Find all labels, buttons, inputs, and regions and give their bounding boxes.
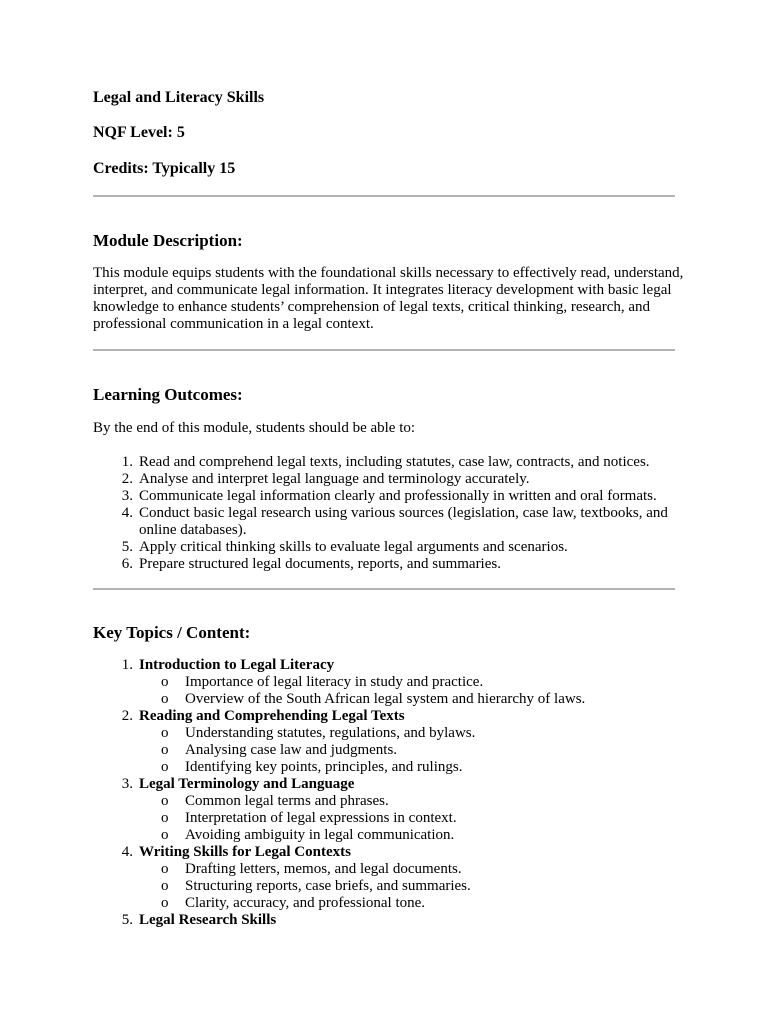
subtopic-text: Understanding statutes, regulations, and bylaws.: [185, 725, 476, 741]
subtopic-item: [139, 878, 693, 895]
topic-number: 1.: [121, 657, 133, 673]
topic-title: Introduction to Legal Literacy: [139, 657, 335, 673]
bullet-marker: o: [161, 742, 169, 758]
bullet-marker: o: [161, 674, 169, 690]
subtopic-text: Clarity, accuracy, and professional tone.: [185, 895, 426, 911]
outcome-text: Apply critical thinking skills to evaluate legal arguments and scenarios.: [139, 539, 568, 555]
subtopic-list: [139, 725, 693, 776]
topic-title: Writing Skills for Legal Contexts: [139, 844, 351, 860]
topic-number: 5.: [121, 912, 133, 928]
subtopic-item: [139, 674, 693, 691]
outcome-number: 5.: [121, 539, 133, 555]
bullet-marker: o: [161, 895, 169, 911]
subtopic-item: [139, 793, 693, 810]
topic-number: 3.: [121, 776, 133, 792]
outcome-number: 1.: [121, 454, 133, 470]
topic-number: 2.: [121, 708, 133, 724]
topic-item: [93, 912, 693, 929]
subtopic-item: [139, 759, 693, 776]
outcome-item: [93, 454, 693, 471]
outcome-item: [93, 556, 693, 573]
outcome-number: 2.: [121, 471, 133, 487]
bullet-marker: o: [161, 725, 169, 741]
subtopic-item: [139, 810, 693, 827]
outcome-item: [93, 488, 693, 505]
subtopic-list: [139, 861, 693, 912]
subtopic-text: Structuring reports, case briefs, and summaries.: [185, 878, 471, 894]
module-title: Legal and Literacy Skills: [93, 89, 265, 106]
bullet-marker: o: [161, 810, 169, 826]
topic-item: [93, 844, 693, 912]
nqf-level: NQF Level: 5: [93, 124, 185, 141]
outcome-number: 6.: [121, 556, 133, 572]
topic-item: [93, 776, 693, 844]
outcome-number: 4.: [121, 505, 133, 521]
outcomes-intro: By the end of this module, students should be able to:: [93, 420, 416, 436]
outcome-text: Prepare structured legal documents, reports, and summaries.: [139, 556, 501, 572]
subtopic-item: [139, 827, 693, 844]
outcome-item: [93, 539, 693, 556]
subtopic-item: [139, 861, 693, 878]
topics-list: [93, 657, 693, 929]
bullet-marker: o: [161, 793, 169, 809]
bullet-marker: o: [161, 827, 169, 843]
topic-number: 4.: [121, 844, 133, 860]
bullet-marker: o: [161, 861, 169, 877]
description-heading: Module Description:: [93, 231, 243, 250]
outcomes-heading: Learning Outcomes:: [93, 385, 243, 404]
subtopic-text: Importance of legal literacy in study and practice.: [185, 674, 484, 690]
outcome-item: [93, 505, 693, 539]
bullet-marker: o: [161, 691, 169, 707]
divider: [93, 195, 675, 197]
topics-heading: Key Topics / Content:: [93, 623, 251, 642]
outcome-text: Communicate legal information clearly and professionally in written and oral formats.: [139, 488, 657, 504]
credits: Credits: Typically 15: [93, 160, 236, 177]
subtopic-text: Avoiding ambiguity in legal communication.: [185, 827, 455, 843]
subtopic-text: Interpretation of legal expressions in context.: [185, 810, 457, 826]
subtopic-text: Analysing case law and judgments.: [185, 742, 398, 758]
divider: [93, 588, 675, 590]
bullet-marker: o: [161, 878, 169, 894]
topic-item: [93, 708, 693, 776]
topic-item: [93, 657, 693, 708]
topic-title: Legal Research Skills: [139, 912, 277, 928]
outcome-text: Read and comprehend legal texts, including statutes, case law, contracts, and notices.: [139, 454, 650, 470]
outcome-number: 3.: [121, 488, 133, 504]
topic-title: Legal Terminology and Language: [139, 776, 355, 792]
subtopic-text: Common legal terms and phrases.: [185, 793, 389, 809]
description-text: This module equips students with the foundational skills necessary to effectively read, understand, interpret, and communicate legal information. It integrates literacy development with basic legal knowledge to enhance students’ comprehension of legal texts, critical thinking, research, and professional communication in a legal context.: [93, 265, 684, 332]
subtopic-item: [139, 691, 693, 708]
subtopic-list: [139, 674, 693, 708]
subtopic-item: [139, 895, 693, 912]
bullet-marker: o: [161, 759, 169, 775]
topic-title: Reading and Comprehending Legal Texts: [139, 708, 405, 724]
subtopic-item: [139, 725, 693, 742]
subtopic-text: Drafting letters, memos, and legal documents.: [185, 861, 462, 877]
subtopic-list: [139, 793, 693, 844]
outcomes-list: [93, 454, 693, 573]
subtopic-item: [139, 742, 693, 759]
divider: [93, 349, 675, 351]
outcome-text: Conduct basic legal research using various sources (legislation, case law, textbooks, and online databases).: [139, 505, 668, 538]
outcome-text: Analyse and interpret legal language and terminology accurately.: [139, 471, 530, 487]
subtopic-text: Overview of the South African legal system and hierarchy of laws.: [185, 691, 586, 707]
subtopic-text: Identifying key points, principles, and rulings.: [185, 759, 463, 775]
outcome-item: [93, 471, 693, 488]
